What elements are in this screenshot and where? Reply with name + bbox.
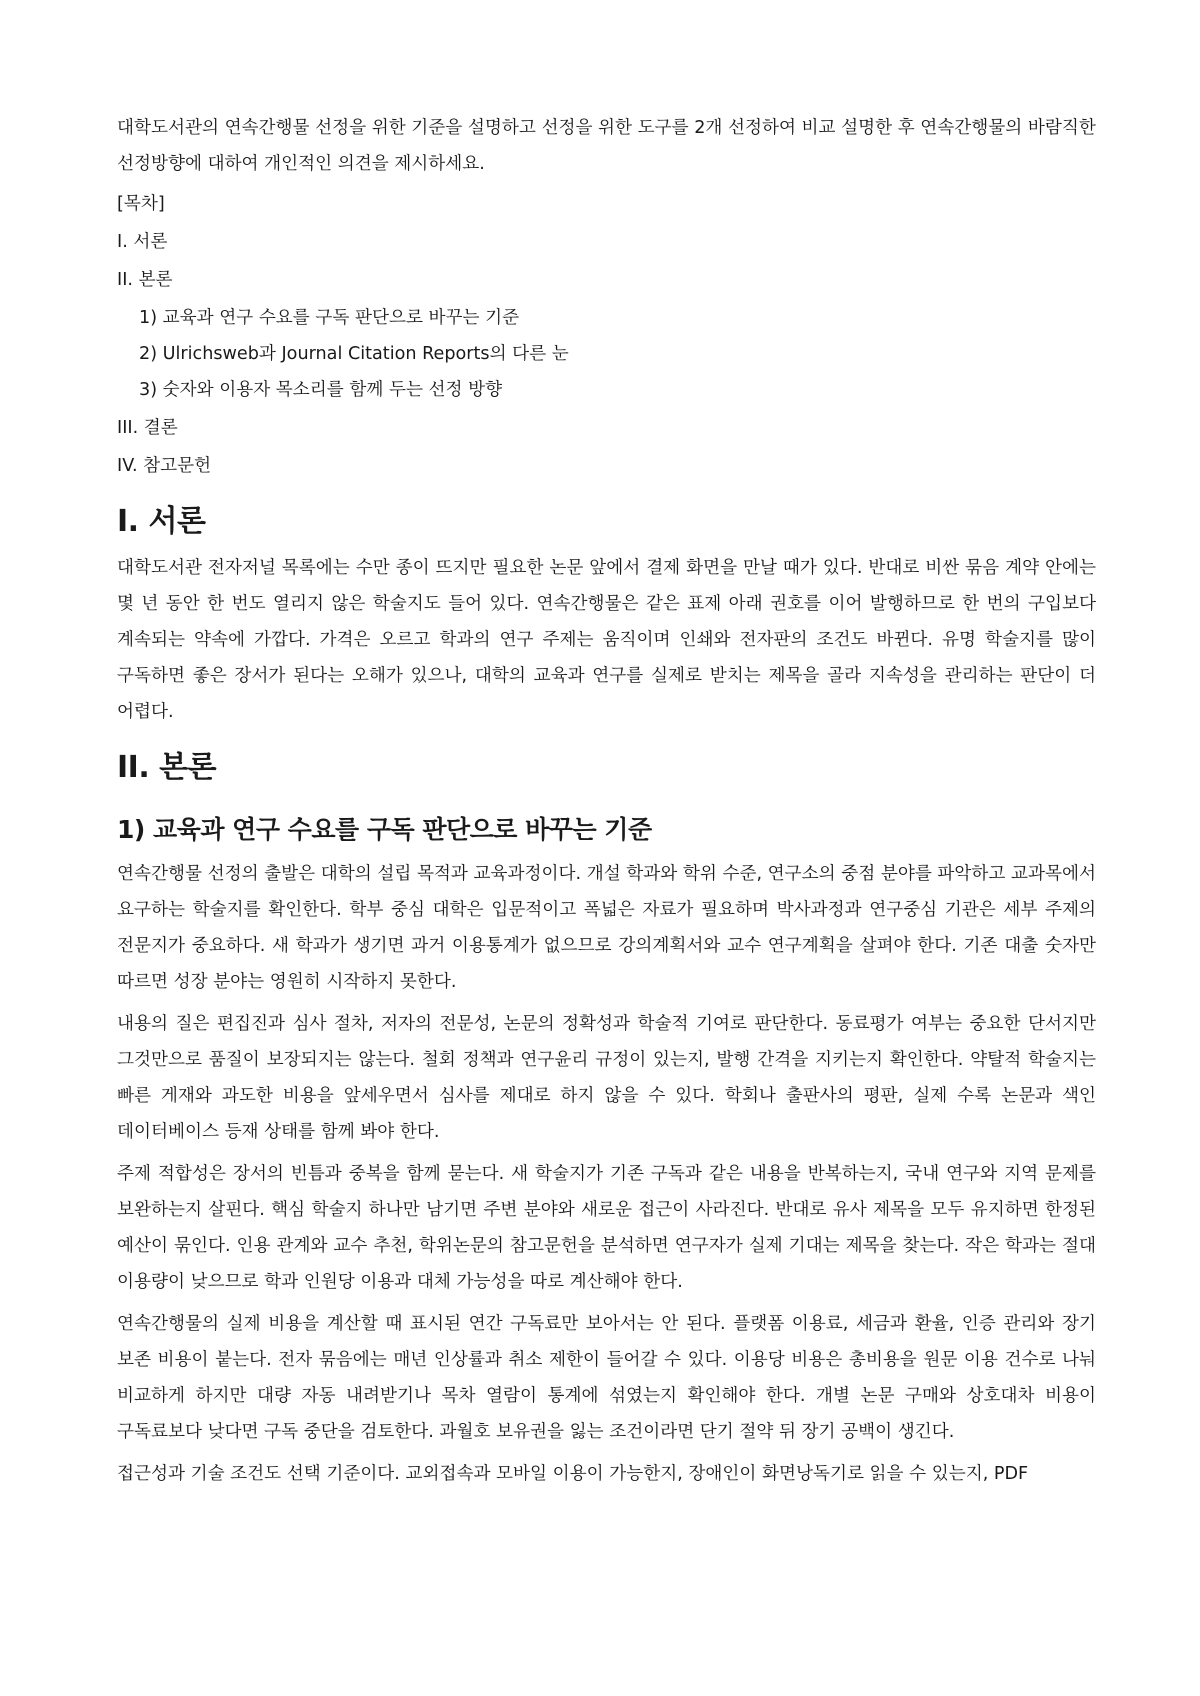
toc-subitem: 2) Ulrichsweb과 Journal Citation Reports의 다른 눈	[139, 344, 569, 364]
subsection-title: 1) 교육과 연구 수요를 구독 판단으로 바꾸는 기준	[117, 815, 652, 844]
paragraph: 내용의 질은 편집진과 심사 절차, 저자의 전문성, 논문의 정확성과 학술적 기여로 판단한다. 동료평가 여부는 중요한 단서지만 그것만으로 품질이 보장되지는 않는다. 철회 정책과 연구윤리 규정이 있는지, 발행 간격을 지키는지 확인한다. 약탈적 학술지는 빠른 게재와 과도한 비용을 앞세우면서 심사를 제대로 하지 않을 수 있다. 학회나 출판사의 평판, 실제 수록 논문과 색인 데이터베이스 등재 상태를 함께 봐야 한다.	[117, 1014, 1096, 1142]
toc-item: II. 본론	[117, 270, 173, 290]
toc-item: III. 결론	[117, 418, 178, 438]
toc-item: I. 서론	[117, 232, 168, 252]
paragraph: 대학도서관 전자저널 목록에는 수만 종이 뜨지만 필요한 논문 앞에서 결제 화면을 만날 때가 있다. 반대로 비싼 묶음 계약 안에는 몇 년 동안 한 번도 열리지 않은 학술지도 들어 있다. 연속간행물은 같은 표제 아래 권호를 이어 발행하므로 한 번의 구입보다 계속되는 약속에 가깝다. 가격은 오르고 학과의 연구 주제는 움직이며 인쇄와 전자판의 조건도 바뀐다. 유명 학술지를 많이 구독하면 좋은 장서가 된다는 오해가 있으나, 대학의 교육과 연구를 실제로 받치는 제목을 골라 지속성을 관리하는 판단이 더 어렵다.	[117, 558, 1096, 722]
paragraph: 연속간행물 선정의 출발은 대학의 설립 목적과 교육과정이다. 개설 학과와 학위 수준, 연구소의 중점 분야를 파악하고 교과목에서 요구하는 학술지를 확인한다. 학부 중심 대학은 입문적이고 폭넓은 자료가 필요하며 박사과정과 연구중심 기관은 세부 주제의 전문지가 중요하다. 새 학과가 생기면 과거 이용통계가 없으므로 강의계획서와 교수 연구계획을 살펴야 한다. 기존 대출 숫자만 따르면 성장 분야는 영원히 시작하지 못한다.	[117, 864, 1096, 992]
paragraph: 접근성과 기술 조건도 선택 기준이다. 교외접속과 모바일 이용이 가능한지, 장애인이 화면낭독기로 읽을 수 있는지, PDF	[117, 1464, 1029, 1484]
table-of-contents	[117, 186, 1096, 484]
toc-subitem: 3) 숫자와 이용자 목소리를 함께 두는 선정 방향	[139, 380, 503, 400]
toc-heading: [목차]	[117, 194, 165, 214]
section-title-body: II. 본론	[117, 750, 217, 785]
paragraph: 주제 적합성은 장서의 빈틈과 중복을 함께 묻는다. 새 학술지가 기존 구독과 같은 내용을 반복하는지, 국내 연구와 지역 문제를 보완하는지 살핀다. 핵심 학술지 하나만 남기면 주변 분야와 새로운 접근이 사라진다. 반대로 유사 제목을 모두 유지하면 한정된 예산이 묶인다. 인용 관계와 교수 추천, 학위논문의 참고문헌을 분석하면 연구자가 실제 기대는 제목을 찾는다. 작은 학과는 절대 이용량이 낮으므로 학과 인원당 이용과 대체 가능성을 따로 계산해야 한다.	[117, 1164, 1096, 1292]
toc-item: IV. 참고문헌	[117, 456, 212, 476]
paragraph: 연속간행물의 실제 비용을 계산할 때 표시된 연간 구독료만 보아서는 안 된다. 플랫폼 이용료, 세금과 환율, 인증 관리와 장기 보존 비용이 붙는다. 전자 묶음에는 매년 인상률과 취소 제한이 들어갈 수 있다. 이용당 비용은 총비용을 원문 이용 건수로 나눠 비교하게 하지만 대량 자동 내려받기나 목차 열람이 통계에 섞였는지 확인해야 한다. 개별 논문 구매와 상호대차 비용이 구독료보다 낮다면 구독 중단을 검토한다. 과월호 보유권을 잃는 조건이라면 단기 절약 뒤 장기 공백이 생긴다.	[117, 1314, 1096, 1442]
section-title-intro: I. 서론	[117, 504, 206, 539]
assignment-prompt: 대학도서관의 연속간행물 선정을 위한 기준을 설명하고 선정을 위한 도구를 2개 선정하여 비교 설명한 후 연속간행물의 바람직한 선정방향에 대하여 개인적인 의견을 제시하세요.	[117, 118, 1096, 174]
toc-subitem: 1) 교육과 연구 수요를 구독 판단으로 바꾸는 기준	[139, 308, 520, 328]
